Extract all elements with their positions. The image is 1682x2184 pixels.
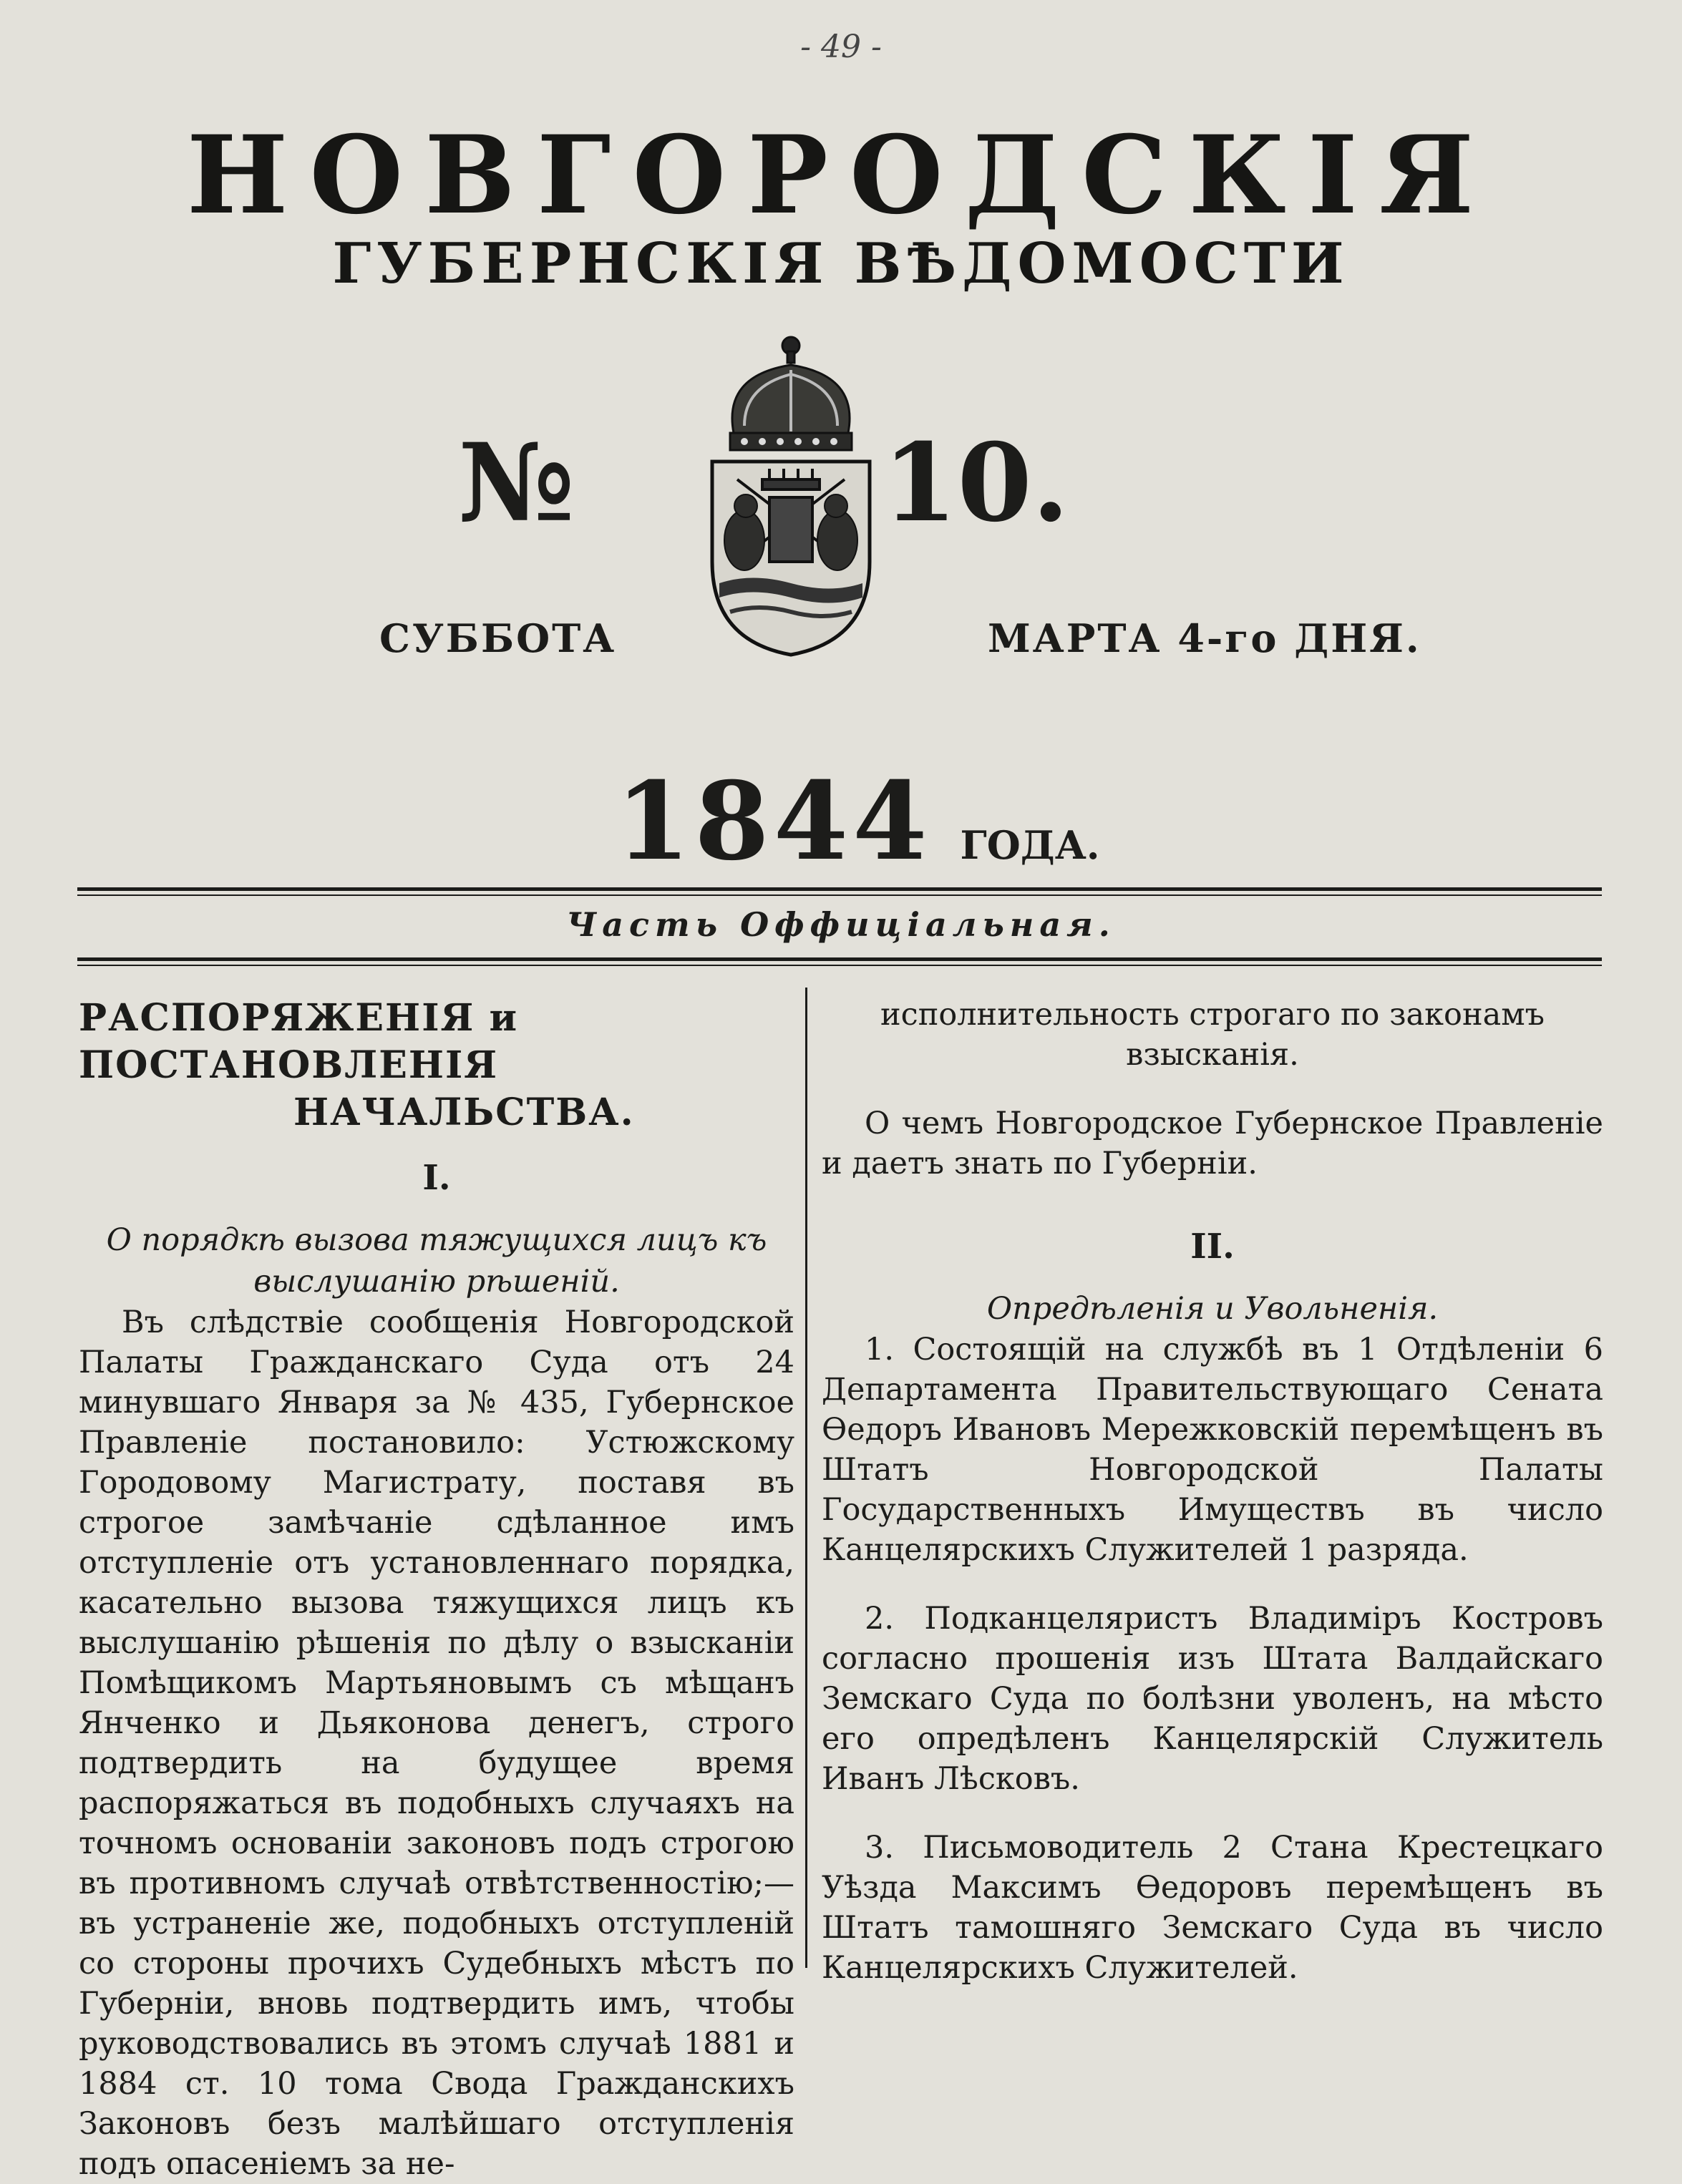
section-title-line1: РАСПОРЯЖЕНІЯ и ПОСТАНОВЛЕНІЯ bbox=[79, 996, 519, 1087]
part-title: Часть Оффиціальная. bbox=[566, 905, 1116, 944]
section-title bbox=[79, 995, 794, 1136]
section-number-2: II. bbox=[1190, 1227, 1235, 1267]
section-number: I. bbox=[422, 1158, 451, 1198]
bottom-rule bbox=[77, 957, 1602, 961]
article-body: Въ слѣдствіе сообщенія Новгородской Палаты Гражданскаго Суда отъ 24 минувшаго Января за № 435, Губернское Правленіе постановило: Устюжскому Городовому Магистрату, поставя въ строгое замѣчаніе сдѣланное имъ отступленіе отъ установленнаго порядка, касательно вызова тяжущихся лицъ къ выслушанію рѣшенія по дѣлу о взысканіи Помѣщикомъ Мартьяновымъ съ мѣщанъ Янченко и Дьяконова денегъ, строго подтвердить на будущее время распоряжаться въ подобныхъ случаяхъ на точномъ основаніи законовъ подъ строгою въ противномъ случаѣ отвѣтственностію;—въ устраненіе же, подобныхъ отступленій со стороны прочихъ Судебныхъ мѣстъ по Губерніи, вновь подтвердить имъ, чтобы руководствовались въ этомъ случаѣ 1881 и 1884 ст. 10 тома Свода Гражданскихъ Законовъ безъ малѣйшаго отступленія подъ опасеніемъ за не- bbox=[79, 1305, 794, 2182]
issue-day: СУББОТА bbox=[379, 615, 617, 661]
issue-year: 1844 bbox=[616, 759, 932, 884]
masthead-title: НОВГОРОДСКІЯ bbox=[186, 112, 1496, 238]
issue-date: МАРТА 4-го ДНЯ. bbox=[988, 615, 1421, 661]
left-column bbox=[79, 995, 794, 2184]
bottom-rule-thin bbox=[77, 965, 1602, 966]
article-subhead: О порядкѣ вызова тяжущихся лицъ къ выслушанію рѣшеній. bbox=[106, 1222, 767, 1300]
list-item: 3. Письмоводитель 2 Стана Крестецкаго Уѣзда Максимъ Ѳедоровъ перемѣщенъ въ Штатъ тамошняго Земскаго Суда въ число Канцелярскихъ Служителей. bbox=[822, 1830, 1603, 1986]
list-item: 1. Состоящій на службѣ въ 1 Отдѣленіи 6 Департамента Правительствующаго Сената Ѳедоръ Ивановъ Мережковскій перемѣщенъ въ Штатъ Новгородской Палаты Государственныхъ Имуществъ въ число Канцелярскихъ Служителей 1 разряда. bbox=[822, 1332, 1603, 1568]
appointments-subhead: Опредѣленія и Увольненія. bbox=[986, 1291, 1439, 1327]
page-number: - 49 - bbox=[800, 29, 882, 65]
closing-text: О чемъ Новгородское Губернское Правленіе и даетъ знать по Губерніи. bbox=[822, 1106, 1603, 1181]
issue-year-suffix: ГОДА. bbox=[960, 822, 1100, 868]
top-rule-thin bbox=[77, 894, 1602, 896]
number-value: 10. bbox=[883, 420, 1070, 546]
section-title-line2: НАЧАЛЬСТВА. bbox=[293, 1091, 635, 1134]
issue-year-row bbox=[616, 759, 1100, 884]
coat-of-arms-icon bbox=[666, 326, 1024, 662]
continued-text: исполнительность строгаго по законамъ взысканія. bbox=[880, 997, 1545, 1073]
right-column bbox=[822, 995, 1603, 1988]
number-sign: № bbox=[458, 420, 575, 546]
masthead-subtitle: ГУБЕРНСКІЯ ВѢДОМОСТИ bbox=[332, 231, 1350, 296]
column-divider bbox=[805, 988, 807, 1968]
list-item: 2. Подканцеляристъ Владиміръ Костровъ согласно прошенія изъ Штата Валдайскаго Земскаго Суда по болѣзни уволенъ, на мѣсто его опредѣленъ Канцелярскій Служитель Иванъ Лѣсковъ. bbox=[822, 1601, 1603, 1797]
top-rule bbox=[77, 887, 1602, 891]
